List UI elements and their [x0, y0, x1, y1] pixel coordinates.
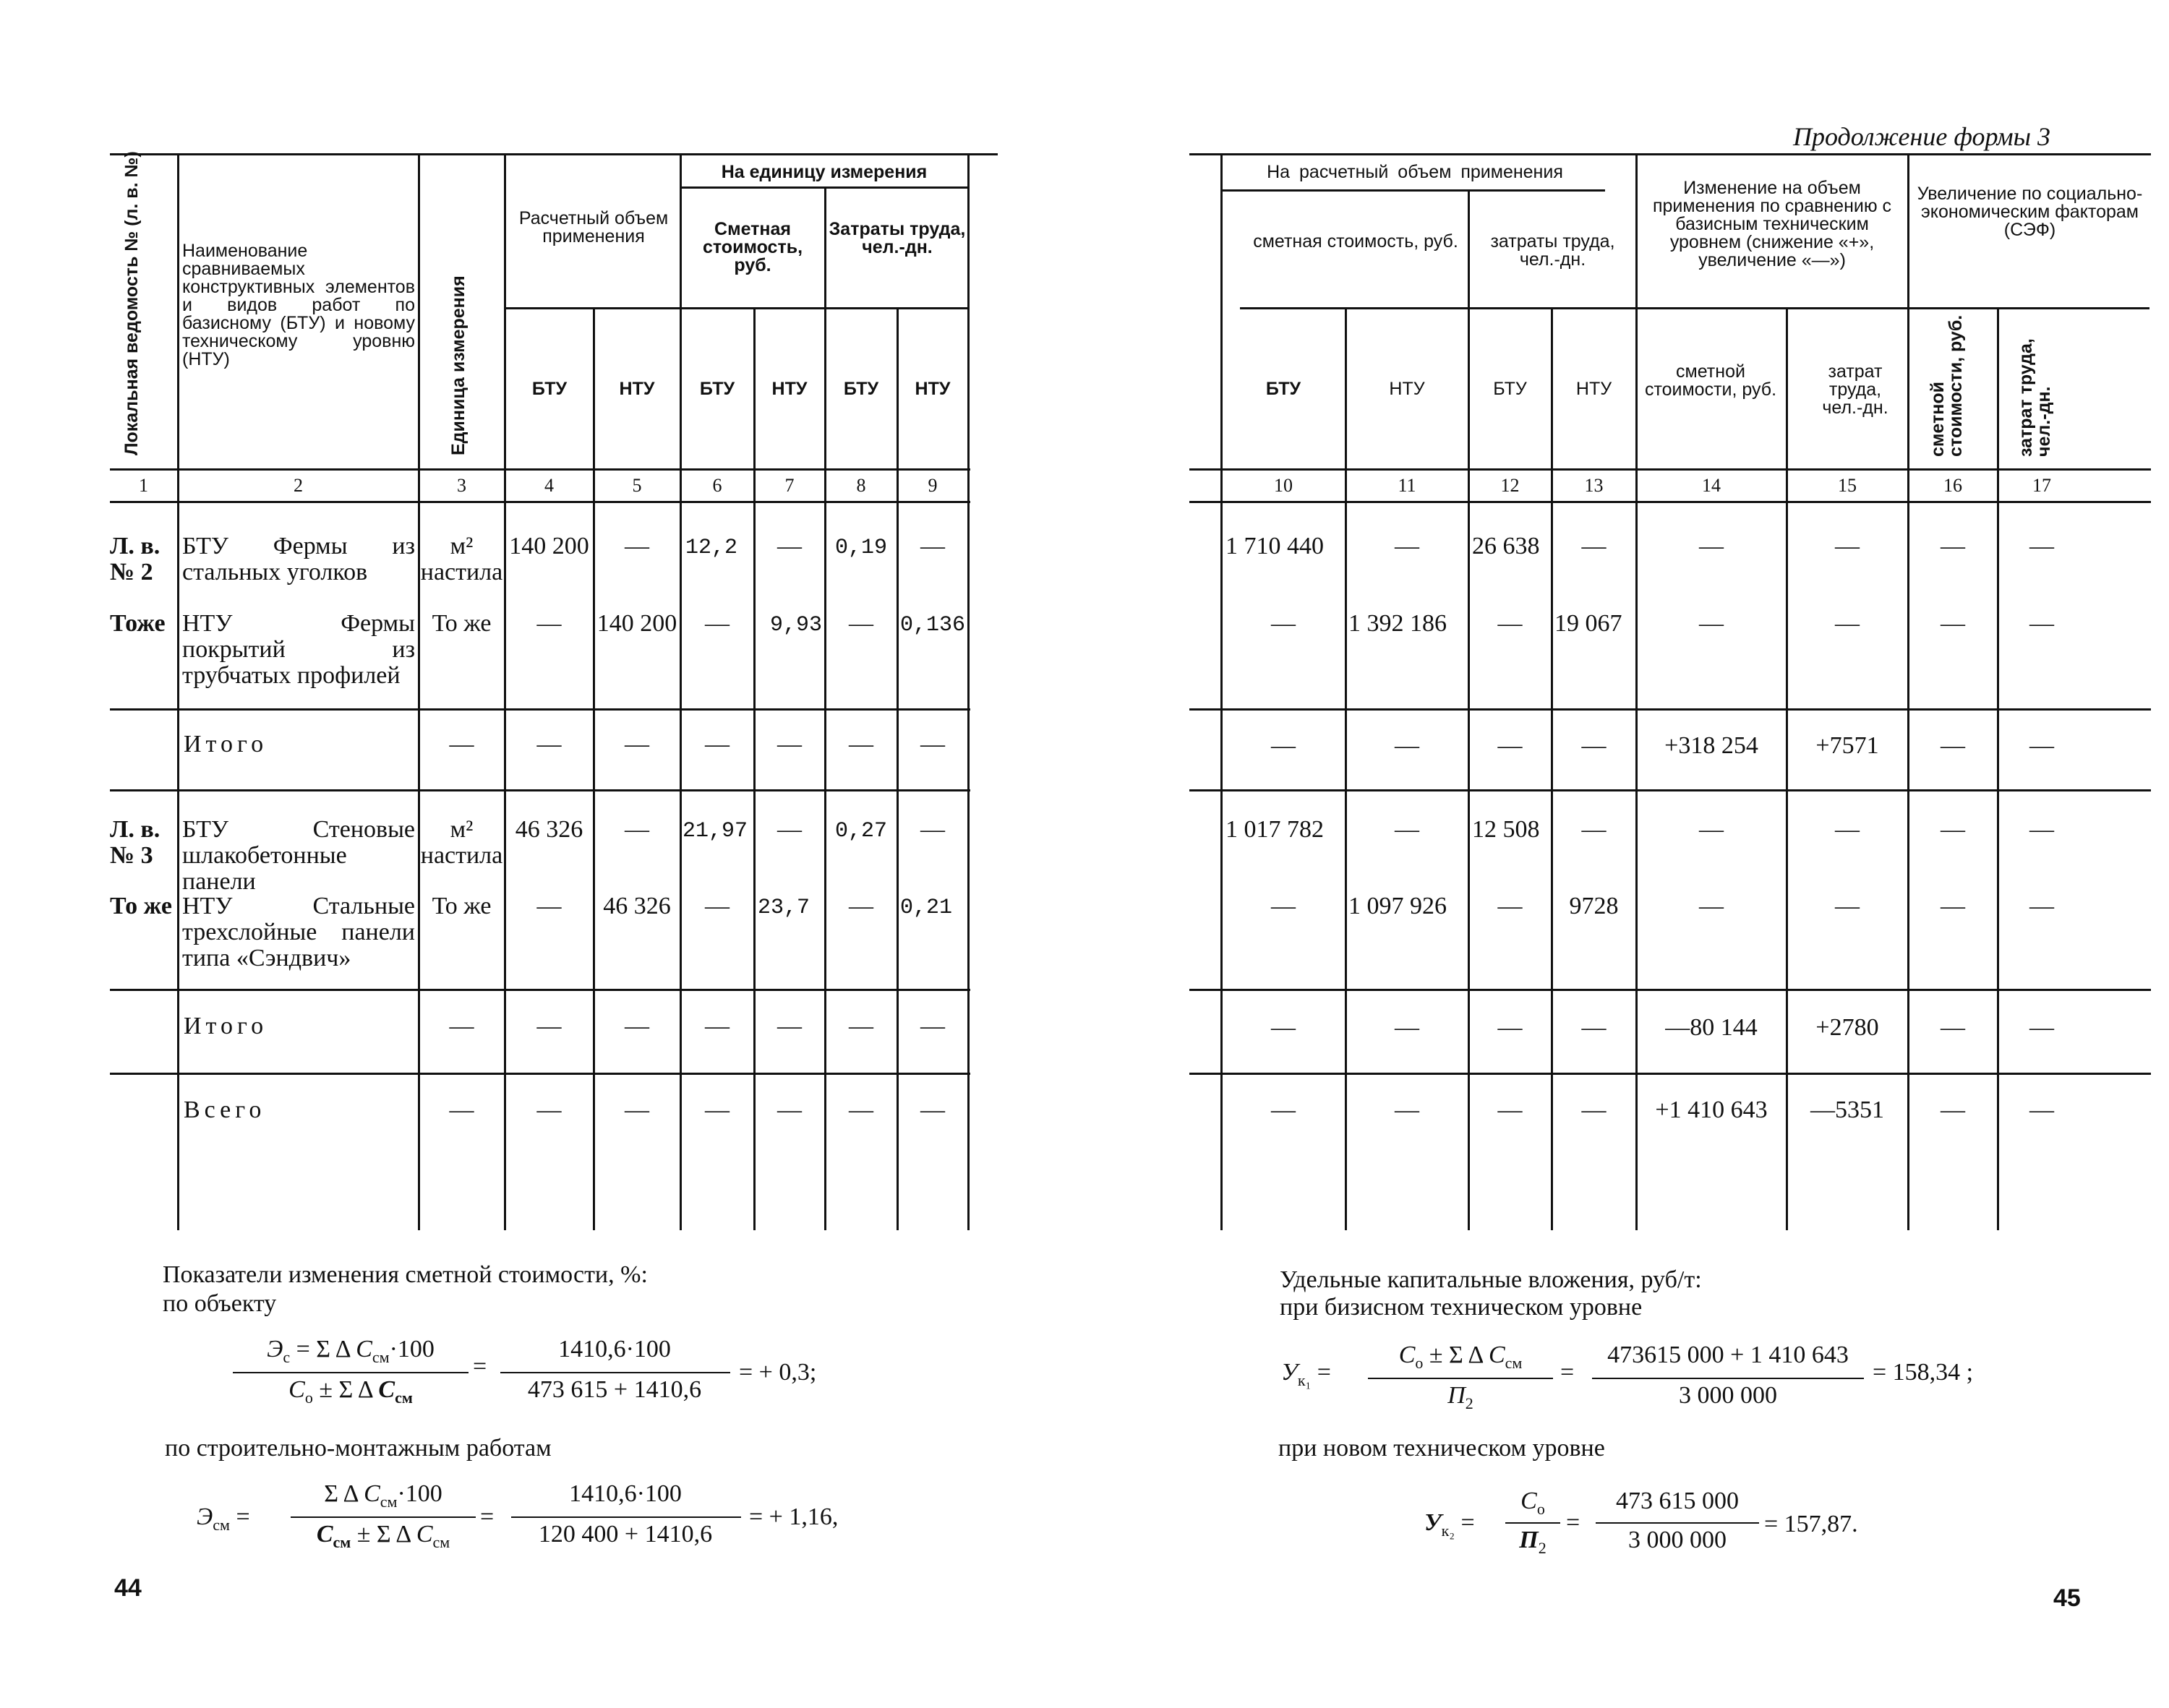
table-cell: —	[2029, 893, 2054, 919]
table-cell: —	[705, 1013, 730, 1039]
table-cell: 0,136	[900, 613, 966, 638]
volume-group-rule	[1222, 189, 1605, 192]
formula2-num: 1410,6·100	[569, 1480, 682, 1507]
colnum-bottom-rule	[1189, 501, 2151, 503]
formula2-den: 120 400 + 1410,6	[538, 1521, 713, 1548]
header-unit-cost: Сметная стоимость, руб.	[702, 219, 803, 275]
table-cell: 1 710 440	[1225, 533, 1324, 559]
row-rule	[110, 989, 970, 991]
fraction-bar	[1596, 1522, 1759, 1524]
col-number: 8	[856, 475, 866, 496]
table-cell: —	[920, 816, 945, 843]
row-rule	[1189, 708, 2151, 711]
table-cell: —	[777, 533, 802, 559]
header-btu: БТУ	[531, 379, 568, 399]
table-cell: —	[1699, 533, 1724, 559]
table-cell: —	[1395, 732, 1419, 759]
table-cell: —	[536, 893, 562, 919]
col-number: 10	[1274, 475, 1293, 496]
row-rule	[1189, 989, 2151, 991]
formula2-result: = 157,87.	[1764, 1511, 1858, 1537]
col-number: 2	[294, 475, 303, 496]
formula1-lhs-den: $С_о \pm \Sigma$ Δ $С_{см}$	[288, 1376, 413, 1407]
page-number: 44	[114, 1574, 142, 1602]
col-number: 11	[1398, 475, 1416, 496]
fraction-bar	[1505, 1522, 1560, 1524]
header-ntu: НТУ	[915, 379, 951, 399]
table-cell: —	[1581, 816, 1607, 843]
header-name: Наименование сравниваемых конструктивных элементов и видов работ по базисному (БТУ) и новому техническому уровню (НТУ)	[182, 241, 415, 369]
table-cell: —	[849, 731, 873, 758]
header-bottom-rule	[1189, 468, 2151, 471]
table-cell: —	[777, 816, 802, 843]
table-cell: 0,27	[834, 819, 887, 844]
col-rule	[1997, 307, 1999, 1230]
col-number: 5	[632, 475, 642, 496]
table-cell-unit: м² настила	[420, 816, 503, 869]
col-number: 4	[544, 475, 554, 496]
row-rule	[110, 708, 970, 711]
col-rule	[680, 153, 682, 1230]
table-cell: —	[1497, 610, 1523, 637]
table-cell: 0,21	[900, 896, 953, 920]
table-cell-unit: То же	[432, 893, 492, 919]
col-number: 12	[1500, 475, 1520, 496]
table-cell: 19 067	[1554, 610, 1622, 637]
table-cell: 12,2	[685, 536, 738, 560]
table-cell: —	[1395, 1097, 1419, 1123]
table-cell: —	[705, 610, 730, 637]
header-ntu: НТУ	[1575, 379, 1612, 399]
header-unit: Единица измерения	[448, 275, 469, 455]
table-cell: 46 326	[515, 816, 583, 843]
col-number: 15	[1838, 475, 1857, 496]
table-cell: —	[1941, 1014, 1965, 1041]
table-top-rule	[110, 153, 998, 155]
table-cell: —	[1395, 1014, 1419, 1041]
table-cell: 12 508	[1472, 816, 1540, 843]
formula1-num: 473615 000 + 1 410 643	[1607, 1342, 1849, 1368]
equals-sign: =	[1566, 1509, 1580, 1536]
table-cell: 1 097 926	[1348, 893, 1447, 919]
header-social-labor: затрат труда, чел.-дн.	[2016, 338, 2054, 457]
header-unit-labor: Затраты труда, чел.-дн.	[829, 219, 966, 257]
formula2-den: 3 000 000	[1628, 1527, 1727, 1553]
table-cell: —	[2029, 1097, 2054, 1123]
table-cell: —	[2029, 816, 2054, 843]
table-cell-unit: м² настила	[420, 533, 503, 585]
table-cell: 140 200	[596, 610, 677, 637]
col-number: 1	[139, 475, 148, 496]
formula1-num: 1410,6·100	[558, 1336, 671, 1362]
table-cell: —	[625, 1097, 649, 1123]
table-cell: —	[1395, 816, 1419, 843]
table-cell: 9728	[1569, 893, 1619, 919]
page-number: 45	[2053, 1584, 2081, 1612]
text-new-level: при новом техническом уровне	[1278, 1435, 1605, 1462]
table-cell: —	[449, 1097, 474, 1123]
row-rule	[110, 1073, 970, 1075]
table-cell: —	[849, 1097, 873, 1123]
header-btu: БТУ	[843, 379, 879, 399]
formula1-lhs-num: $Э_с = \Sigma$ Δ $С_{см}\cdot 100$	[267, 1336, 435, 1366]
header-change-labor: затрат труда, чел.-дн.	[1822, 361, 1888, 418]
table-cell: —	[920, 533, 945, 559]
col-rule	[1635, 153, 1638, 1230]
table-cell: 23,7	[758, 896, 810, 920]
formula1-den: 473 615 + 1410,6	[527, 1376, 702, 1403]
text-by-object: по объекту	[163, 1290, 277, 1317]
table-cell: —	[1699, 816, 1724, 843]
table-cell: —	[1699, 610, 1724, 637]
formula1-result: = + 0,3;	[739, 1359, 817, 1386]
table-cell: —	[920, 731, 945, 758]
header-social: Увеличение по социально-экономическим факторам (СЭФ)	[1917, 184, 2143, 240]
col-rule	[897, 307, 899, 1230]
col-rule	[1786, 307, 1788, 1230]
col-rule	[1907, 153, 1909, 1230]
formula1-den: 3 000 000	[1679, 1382, 1777, 1409]
col-rule	[593, 307, 595, 1230]
formula1-lhs-num: $С_о \pm \Sigma$ Δ $С_{см}$	[1398, 1342, 1523, 1372]
col-number: 16	[1943, 475, 1962, 496]
table-cell: —	[625, 816, 649, 843]
header-volume: На расчетный объем применения	[1267, 162, 1563, 182]
text-specific-investment: Удельные капитальные вложения, руб/т:	[1280, 1266, 1702, 1293]
table-cell: —	[2029, 1014, 2054, 1041]
fraction-bar	[500, 1372, 730, 1373]
col-number: 13	[1584, 475, 1604, 496]
table-cell: —	[1271, 732, 1296, 759]
row-rule	[1189, 789, 2151, 791]
fraction-bar	[233, 1372, 469, 1373]
table-cell: —	[2029, 533, 2054, 559]
table-cell: —	[1941, 893, 1965, 919]
formula2-lhs-den: $С_{см} \pm \Sigma$ Δ $С_{см}$	[316, 1521, 450, 1551]
table-cell: —	[625, 1013, 649, 1039]
table-cell-name: Итого	[184, 731, 268, 758]
col-rule	[177, 153, 179, 1230]
table-cell-ref: То же	[110, 893, 172, 919]
text-basic-level: при бизисном техническом уровне	[1280, 1294, 1643, 1321]
table-cell: —	[849, 1013, 873, 1039]
row-rule	[110, 789, 970, 791]
table-cell: —	[1835, 610, 1860, 637]
table-cell: —	[1941, 1097, 1965, 1123]
table-cell: —	[849, 893, 873, 919]
header-ntu: НТУ	[1389, 379, 1425, 399]
table-cell: —	[1941, 533, 1965, 559]
header-bottom-rule	[110, 468, 970, 471]
equals-sign: =	[480, 1503, 495, 1530]
table-cell: —	[1835, 893, 1860, 919]
table-cell-name: НТУ Стальные трехслойные панели типа «Сэндвич»	[182, 893, 415, 971]
col-rule	[967, 153, 970, 1230]
header-btu: БТУ	[1265, 379, 1301, 399]
continuation-label: Продолжение формы 3	[1793, 122, 2051, 151]
text-construction: по строительно-монтажным работам	[165, 1435, 552, 1462]
header-cost: сметная стоимость, руб.	[1253, 231, 1458, 252]
col-number: 6	[712, 475, 722, 496]
formula2-lhs: $Э_{см}$ =	[197, 1503, 250, 1534]
table-cell-name: Итого	[184, 1013, 268, 1039]
header-btu: БТУ	[1493, 379, 1527, 399]
table-cell: —	[705, 731, 730, 758]
col-number: 9	[928, 475, 938, 496]
header-ntu: НТУ	[771, 379, 808, 399]
col-rule	[1345, 307, 1347, 1230]
col-rule	[418, 153, 420, 1230]
table-cell: 140 200	[509, 533, 589, 559]
table-cell: +7571	[1815, 732, 1879, 759]
header-change: Изменение на объем применения по сравнению с базисным техническим уровнем (снижение «+», увеличение «—»)	[1652, 178, 1892, 270]
left-page	[0, 0, 1084, 1708]
table-cell: —	[625, 533, 649, 559]
table-cell: —	[1941, 732, 1965, 759]
table-top-rule	[1189, 153, 2151, 155]
table-cell-ref: Л. в. № 2	[110, 533, 161, 585]
table-cell: 1 017 782	[1225, 816, 1324, 843]
header-labor: затраты труда, чел.-дн.	[1490, 231, 1615, 270]
table-cell: —	[920, 1097, 945, 1123]
table-cell: 26 638	[1472, 533, 1540, 559]
table-cell: 9,93	[769, 613, 822, 638]
col-rule	[1220, 153, 1223, 1230]
right-page	[1084, 0, 2169, 1708]
formula1-result: = 158,34 ;	[1873, 1359, 1974, 1386]
col-number: 14	[1702, 475, 1721, 496]
table-cell: —	[1941, 816, 1965, 843]
table-cell: 0,19	[834, 536, 887, 560]
table-cell: —5351	[1810, 1097, 1884, 1123]
table-cell: —	[920, 1013, 945, 1039]
table-cell: —80 144	[1665, 1014, 1758, 1041]
table-cell: —	[705, 1097, 730, 1123]
table-cell-name: НТУ Фермы покрытий из трубчатых профилей	[182, 610, 415, 689]
col-rule	[504, 153, 506, 1230]
table-cell: +2780	[1815, 1014, 1879, 1041]
colnum-bottom-rule	[110, 501, 970, 503]
table-cell-unit: То же	[432, 610, 492, 637]
fraction-bar	[511, 1516, 741, 1518]
formula2-lhs-num: $С_о$	[1520, 1488, 1545, 1518]
table-cell: —	[777, 1097, 802, 1123]
formula2-lhs: $У_{к_2}$ =	[1424, 1509, 1475, 1540]
table-cell: —	[1581, 533, 1607, 559]
table-cell: —	[625, 731, 649, 758]
table-cell: —	[1581, 1014, 1607, 1041]
table-cell: —	[1497, 893, 1523, 919]
col-rule	[1468, 189, 1470, 1230]
formula2-result: = + 1,16,	[749, 1503, 839, 1530]
table-cell: —	[1835, 533, 1860, 559]
table-cell: —	[705, 893, 730, 919]
btu-ntu-rule	[506, 307, 969, 309]
table-cell: —	[1271, 1097, 1296, 1123]
equals-sign: =	[1560, 1359, 1575, 1386]
table-cell: —	[449, 1013, 474, 1039]
table-cell: —	[1395, 533, 1419, 559]
table-cell: —	[536, 731, 562, 758]
formula2-lhs-num: Σ Δ $С_{см}\cdot 100$	[324, 1480, 442, 1511]
header-per-unit: На единицу измерения	[721, 162, 928, 182]
col-rule	[1551, 307, 1553, 1230]
table-cell: —	[2029, 732, 2054, 759]
table-cell: —	[1271, 1014, 1296, 1041]
header-social-cost: сметной стоимости, руб.	[1928, 314, 1966, 457]
table-cell: —	[1699, 893, 1724, 919]
fraction-bar	[291, 1516, 476, 1518]
formula1-lhs: $У_{к_1}$ =	[1281, 1359, 1331, 1389]
header-btu: БТУ	[699, 379, 735, 399]
table-cell-name: БТУ Стеновые шлакобетонные панели	[182, 816, 415, 895]
table-cell: 46 326	[603, 893, 671, 919]
table-cell: —	[1581, 732, 1607, 759]
fraction-bar	[1592, 1378, 1864, 1379]
header-local-statement: Локальная ведомость № (л. в. №)	[121, 151, 142, 455]
table-cell: —	[1581, 1097, 1607, 1123]
table-cell: —	[777, 1013, 802, 1039]
table-cell-name: Всего	[184, 1097, 266, 1123]
col-rule	[824, 186, 826, 1230]
table-cell: —	[1271, 610, 1296, 637]
formula2-num: 473 615 000	[1616, 1488, 1739, 1514]
table-cell: —	[777, 731, 802, 758]
col-rule	[753, 307, 756, 1230]
col-number: 3	[457, 475, 466, 496]
table-cell: —	[1835, 816, 1860, 843]
table-cell: 1 392 186	[1348, 610, 1447, 637]
formula1-lhs-den: $П_2$	[1447, 1382, 1473, 1412]
table-cell: —	[536, 1097, 562, 1123]
fraction-bar	[1368, 1378, 1553, 1379]
table-cell: 21,97	[683, 819, 748, 844]
table-cell: —	[1271, 893, 1296, 919]
formula2-lhs-den: $П_2$	[1519, 1527, 1546, 1557]
table-cell: +318 254	[1664, 732, 1758, 759]
btu-ntu-rule	[1240, 307, 2149, 309]
table-cell: —	[1497, 1097, 1523, 1123]
header-volume: Расчетный объем применения	[518, 208, 669, 246]
row-rule	[1189, 1073, 2151, 1075]
table-cell: —	[2029, 610, 2054, 637]
table-cell: —	[849, 610, 873, 637]
table-cell: +1 410 643	[1655, 1097, 1768, 1123]
table-cell: —	[536, 610, 562, 637]
col-number: 17	[2032, 475, 2051, 496]
text-indicators: Показатели изменения сметной стоимости, %:	[163, 1261, 648, 1288]
table-cell: —	[1497, 732, 1523, 759]
table-cell: —	[1941, 610, 1965, 637]
table-cell: —	[449, 731, 474, 758]
table-cell-ref: Тоже	[110, 610, 166, 637]
table-cell: —	[1497, 1014, 1523, 1041]
col-number: 7	[784, 475, 795, 496]
equals-sign: =	[473, 1353, 487, 1380]
table-cell: —	[536, 1013, 562, 1039]
table-cell-name: БТУ Фермы из стальных уголков	[182, 533, 415, 585]
header-ntu: НТУ	[619, 379, 655, 399]
header-change-cost: сметной стоимости, руб.	[1644, 361, 1777, 400]
table-cell-ref: Л. в. № 3	[110, 816, 161, 869]
